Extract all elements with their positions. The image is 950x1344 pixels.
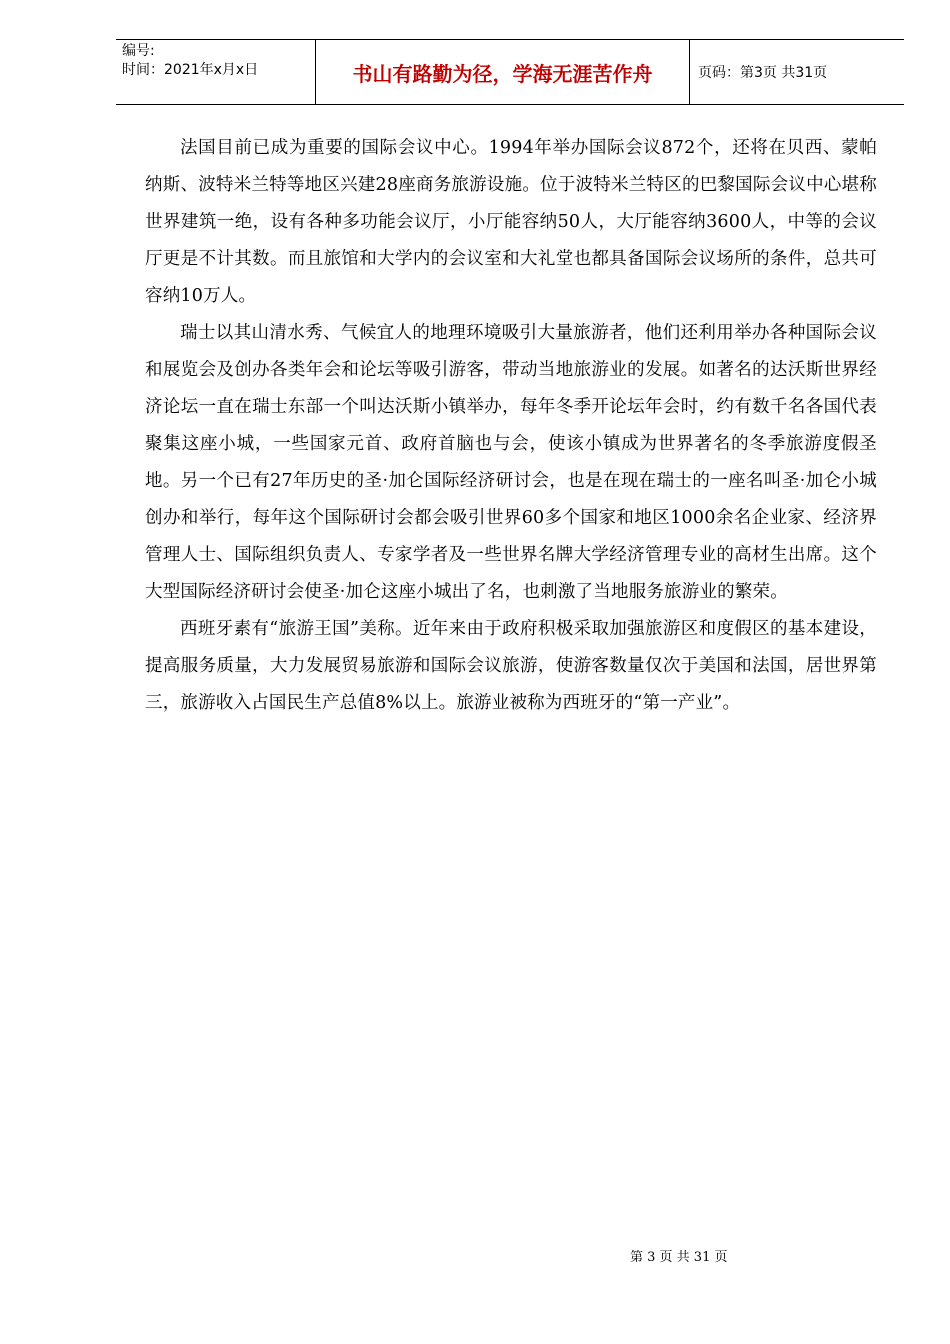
page-header (116, 39, 904, 105)
time-label: 时间：2021年x月x日 (122, 62, 259, 78)
paragraph-switzerland: 瑞士以其山清水秀、气候宜人的地理环境吸引大量旅游者，他们还利用举办各种国际会议和展览会及创办各类年会和论坛等吸引游客，带动当地旅游业的发展。如著名的达沃斯世界经济论坛一直在瑞士东部一个叫达沃斯小镇举办，每年冬季开论坛年会时，约有数千名各国代表聚集这座小城，一些国家元首、政府首脑也与会，使该小镇成为世界著名的冬季旅游度假圣地。另一个已有27年历史的圣·加仑国际经济研讨会，也是在现在瑞士的一座名叫圣·加仑小城创办和举行，每年这个国际研讨会都会吸引世界60多个国家和地区1000余名企业家、经济界管理人士、国际组织负责人、专家学者及一些世界名牌大学经济管理专业的高材生出席。这个大型国际经济研讨会使圣·加仑这座小城出了名，也刺激了当地服务旅游业的繁荣。 (145, 323, 877, 602)
serial-label: 编号: (122, 43, 155, 59)
header-meta (116, 40, 316, 104)
header-page-info: 页码：第3页 共31页 (698, 65, 828, 81)
page-footer: 第 3 页 共 31 页 (630, 1250, 728, 1265)
header-motto: 书山有路勤为径，学海无涯苦作舟 (316, 40, 690, 104)
paragraph-spain: 西班牙素有“旅游王国”美称。近年来由于政府积极采取加强旅游区和度假区的基本建设，提高服务质量，大力发展贸易旅游和国际会议旅游，使游客数量仅次于美国和法国，居世界第三，旅游收入占国民生产总值8%以上。旅游业被称为西班牙的“第一产业”。 (145, 619, 877, 713)
paragraph-france: 法国目前已成为重要的国际会议中心。1994年举办国际会议872个，还将在贝西、蒙帕纳斯、波特米兰特等地区兴建28座商务旅游设施。位于波特米兰特区的巴黎国际会议中心堪称世界建筑一绝，设有各种多功能会议厅，小厅能容纳50人，大厅能容纳3600人，中等的会议厅更是不计其数。而且旅馆和大学内的会议室和大礼堂也都具备国际会议场所的条件，总共可容纳10万人。 (145, 138, 877, 306)
document-body (145, 130, 877, 722)
